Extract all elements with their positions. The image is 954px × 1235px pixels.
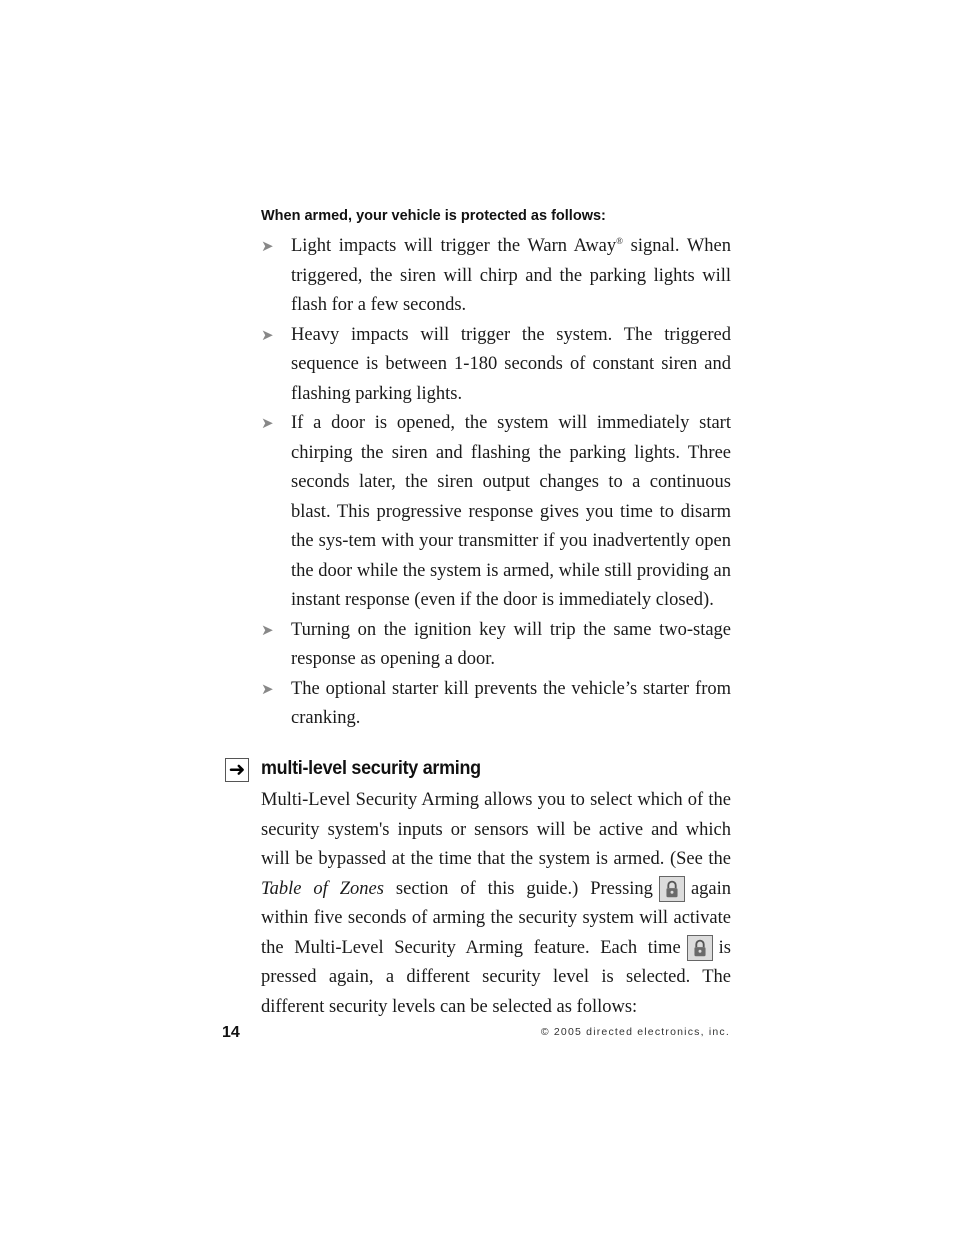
bullet-text: The optional starter kill prevents the vehicle’s starter from cranking. bbox=[291, 678, 731, 728]
registered-mark: ® bbox=[616, 235, 623, 246]
bullet-text: Light impacts will trigger the Warn Away® signal. When triggered, the siren will chirp and the parking lights will flash for a few seconds. bbox=[291, 235, 732, 315]
bullet-text: If a door is opened, the system will immediately start chirping the siren and flashing the parking lights. Three seconds later, the siren output changes to a continuous blast. This progressive response gives you time to disarm the sys-tem with your transmitter if you inadvertently open the door while the system is armed, while still providing an instant response (even if the door is immediately closed). bbox=[291, 413, 731, 610]
copyright-notice: © 2005 directed electronics, inc. bbox=[540, 1026, 730, 1038]
list-item bbox=[261, 616, 731, 675]
bullet-arrow-icon: ➤ bbox=[261, 620, 274, 639]
list-item bbox=[261, 321, 731, 410]
bullet-text: Turning on the ignition key will trip the same two-stage response as opening a door. bbox=[291, 619, 731, 669]
section-title: multi-level security arming bbox=[261, 757, 481, 779]
protection-list bbox=[261, 232, 731, 734]
list-item bbox=[261, 232, 731, 321]
bullet-arrow-icon: ➤ bbox=[261, 414, 274, 432]
protection-subheading: When armed, your vehicle is protected as follows: bbox=[261, 208, 606, 224]
table-of-zones-reference: Table of Zones bbox=[261, 878, 384, 899]
lock-button-icon bbox=[687, 935, 713, 961]
section-arrow-icon: ➜ bbox=[225, 758, 249, 782]
section-paragraph: Multi-Level Security Arming allows you to select which of the security system's inputs or sensors will be active and which will be bypassed at the time that the system is armed. (See the Table of Zones section of this guide.) Pressing again within five seconds of arming the security system will activate the Multi-Level Security Arming feature. Each time is pressed again, a different security level is selected. The different security levels can be selected as follows: bbox=[261, 790, 731, 1017]
list-item bbox=[261, 675, 731, 734]
bullet-arrow-icon: ➤ bbox=[261, 679, 274, 698]
page-number: 14 bbox=[222, 1024, 240, 1041]
list-item bbox=[261, 409, 731, 616]
bullet-arrow-icon: ➤ bbox=[261, 325, 274, 344]
bullet-arrow-icon: ➤ bbox=[261, 237, 274, 255]
lock-button-icon bbox=[659, 876, 685, 902]
bullet-text: Heavy impacts will trigger the system. The triggered sequence is between 1-180 seconds of constant siren and flashing parking lights. bbox=[291, 324, 731, 404]
